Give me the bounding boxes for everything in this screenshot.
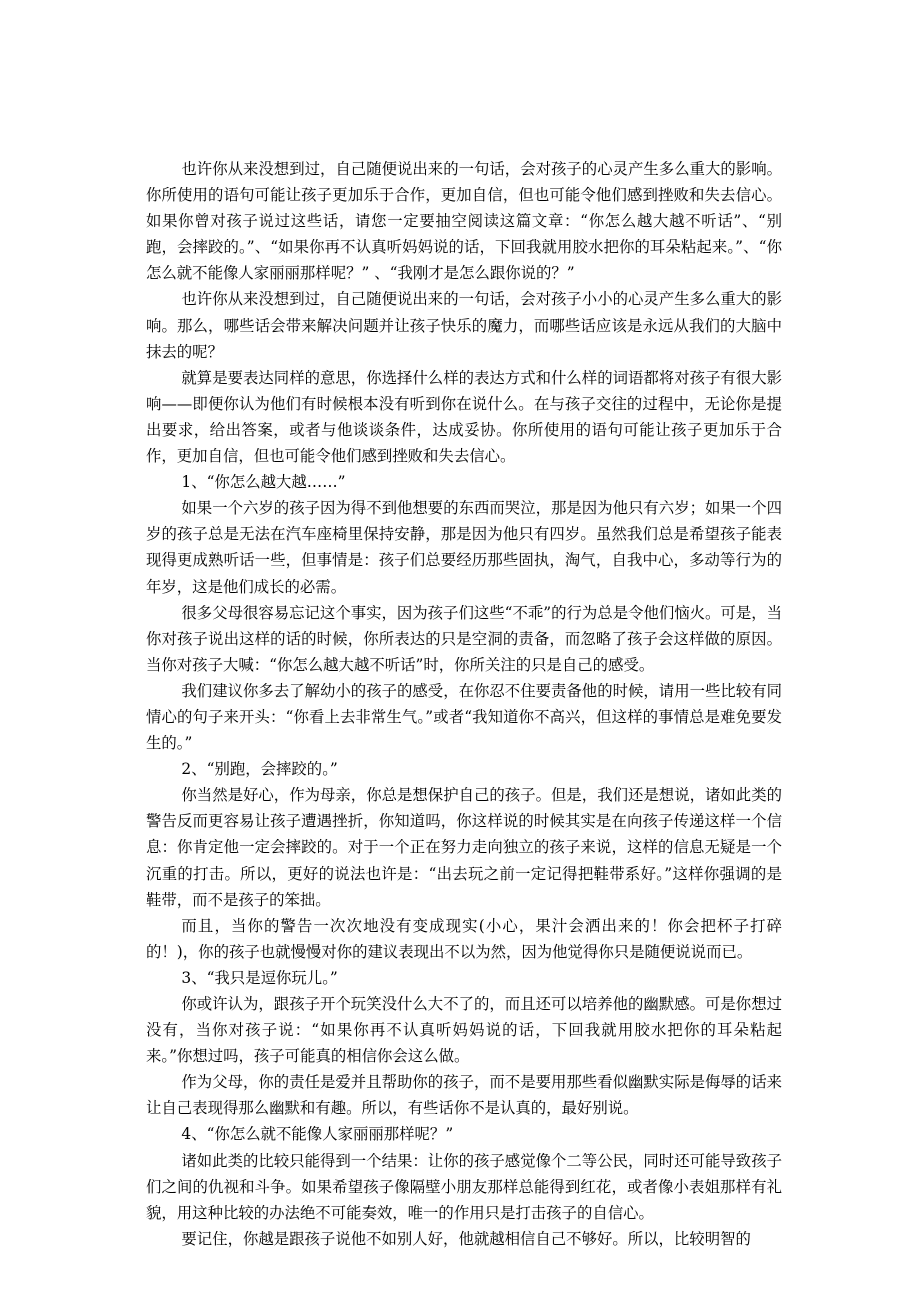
document-page bbox=[146, 156, 782, 1252]
body-paragraph: 你当然是好心，作为母亲，你总是想保护自己的孩子。但是，我们还是想说，诸如此类的警告反而更容易让孩子遭遇挫折，你知道吗，你这样说的时候其实是在向孩子传递这样一个信息：你肯定他一定会摔跤的。对于一个正在努力走向独立的孩子来说，这样的信息无疑是一个沉重的打击。所以，更好的说法也许是：“出去玩之前一定记得把鞋带系好。”这样你强调的是鞋带，而不是孩子的笨拙。 bbox=[146, 786, 782, 909]
intro-paragraph: 也许你从来没想到过，自己随便说出来的一句话，会对孩子的心灵产生多么重大的影响。你所使用的语句可能让孩子更加乐于合作，更加自信，但也可能令他们感到挫败和失去信心。 如果你曾对孩子说过这些话，请您一定要抽空阅读这篇文章：“你怎么越大越不听话”、“别跑，会摔跤的。”、“如果你再不认真听妈妈说的话，下回我就用胶水把你的耳朵粘起来。”、“你怎么就不能像人家丽丽那样呢？” 、“我刚才是怎么跟你说的？” bbox=[146, 160, 782, 283]
section-heading: 3、“我只是逗你玩儿。” bbox=[181, 968, 338, 987]
body-paragraph: 诸如此类的比较只能得到一个结果：让你的孩子感觉像个二等公民，同时还可能导致孩子们之间的仇视和斗争。如果希望孩子像隔壁小朋友那样总能得到红花，或者像小表姐那样有礼貌，用这种比较的办法绝不可能奏效，唯一的作用只是打击孩子的自信心。 bbox=[146, 1151, 782, 1222]
body-paragraph: 要记住，你越是跟孩子说他不如别人好，他就越相信自己不够好。所以，比较明智的 bbox=[181, 1229, 751, 1248]
body-paragraph: 就算是要表达同样的意思，你选择什么样的表达方式和什么样的词语都将对孩子有很大影响——即便你认为他们有时候根本没有听到你在说什么。在与孩子交往的过程中，无论你是提出要求，给出答案，或者与他谈谈条件，达成妥协。你所使用的语句可能让孩子更加乐于合作，更加自信，但也可能令他们感到挫败和失去信心。 bbox=[146, 368, 782, 466]
body-paragraph: 如果一个六岁的孩子因为得不到他想要的东西而哭泣，那是因为他只有六岁；如果一个四岁的孩子总是无法在汽车座椅里保持安静，那是因为他只有四岁。虽然我们总是希望孩子能表现得更成熟听话一些，但事情是：孩子们总要经历那些固执，淘气，自我中心，多动等行为的年岁，这是他们成长的必需。 bbox=[146, 499, 782, 596]
body-paragraph: 很多父母很容易忘记这个事实，因为孩子们这些“不乖”的行为总是令他们恼火。可是，当你对孩子说出这样的话的时候，你所表达的只是空洞的责备，而忽略了孩子会这样做的原因。当你对孩子大喊：“你怎么越大越不听话”时，你所关注的只是自己的感受。 bbox=[146, 603, 782, 674]
body-paragraph: 我们建议你多去了解幼小的孩子的感受，在你忍不住要责备他的时候，请用一些比较有同情心的句子来开头：“你看上去非常生气。”或者“我知道你不高兴，但这样的事情总是难免要发生的。” bbox=[146, 681, 782, 753]
body-paragraph: 而且，当你的警告一次次地没有变成现实(小心，果汁会洒出来的！你会把杯子打碎的！)，你的孩子也就慢慢对你的建议表现出不以为然，因为他觉得你只是随便说说而已。 bbox=[146, 916, 782, 961]
body-paragraph: 你或许认为，跟孩子开个玩笑没什么大不了的，而且还可以培养他的幽默感。可是你想过没有，当你对孩子说：“如果你再不认真听妈妈说的话，下回我就用胶水把你的耳朵粘起来。”你想过吗，孩子可能真的相信你会这么做。 bbox=[146, 995, 782, 1066]
section-heading: 1、“你怎么越大越……” bbox=[181, 473, 346, 492]
body-paragraph: 作为父母，你的责任是爱并且帮助你的孩子，而不是要用那些看似幽默实际是侮辱的话来让自己表现得那么幽默和有趣。所以，有些话你不是认真的，最好别说。 bbox=[146, 1073, 782, 1118]
section-heading: 4、“你怎么就不能像人家丽丽那样呢？” bbox=[181, 1125, 454, 1144]
section-heading: 2、“别跑，会摔跤的。” bbox=[181, 760, 338, 779]
body-paragraph: 也许你从来没想到过，自己随便说出来的一句话，会对孩子小小的心灵产生多么重大的影响。那么，哪些话会带来解决问题并让孩子快乐的魔力，而哪些话应该是永远从我们的大脑中抹去的呢？ bbox=[146, 290, 782, 361]
